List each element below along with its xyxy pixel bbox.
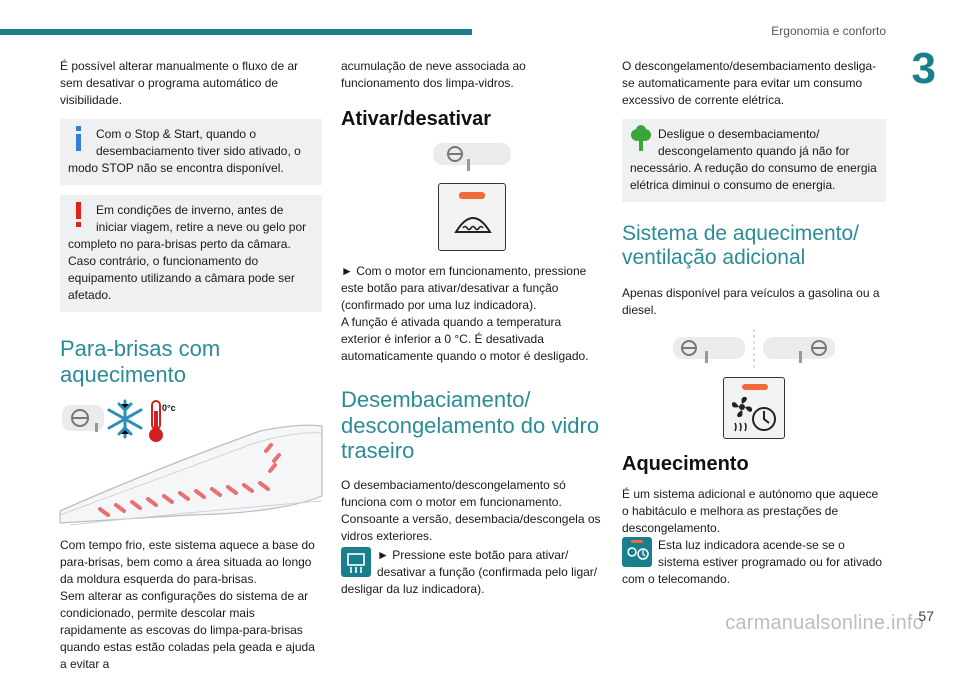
thermometer-icon	[149, 401, 176, 442]
column-3	[622, 58, 886, 588]
rear-defrost-body-2: Consoante a versão, desembacia/descongela os vidros exteriores.	[341, 512, 601, 544]
indicator-led	[459, 192, 485, 199]
availability-paragraph: Apenas disponível para veículos a gasolina ou a diesel.	[622, 285, 880, 317]
watermark: carmanualsonline.info	[725, 612, 924, 634]
column-2	[341, 58, 603, 598]
heated-windscreen-heading: Para-brisas com aquecimento	[60, 336, 221, 387]
heated-windscreen-body-2: Sem alterar as configurações do sistema de ar condicionado, permite descolar mais rapidamente as escovas do limpa-para-brisas quando estas estão coladas pela geada e ajuda a evitar a	[60, 589, 315, 672]
intro-paragraph: É possível alterar manualmente o fluxo de ar sem desativar o programa automático de visibilidade.	[60, 59, 299, 108]
heated-windscreen-body-1: Com tempo frio, este sistema aquece a base do para-brisas, bem como a área situada ao longo da moldura esquerda do para-brisas.	[60, 537, 315, 587]
aux-heating-heading: Sistema de aquecimento/ ventilação adicional	[622, 222, 859, 270]
heated-windscreen-icon	[453, 208, 493, 236]
steering-positions-illustration	[669, 329, 839, 369]
activate-step-2: A função é ativada quando a temperatura exterior é inferior a 0 °C. É desativada automaticamente quando o motor é desligado.	[341, 315, 589, 364]
info-icon	[68, 126, 90, 152]
section-title: Ergonomia e conforto	[771, 24, 886, 38]
page-number: 57	[918, 608, 934, 624]
aux-heating-led	[742, 384, 768, 390]
fan-timer-icon	[730, 395, 780, 435]
eco-note	[622, 119, 886, 202]
warning-note-text-1: Em condições de inverno, antes de iniciar viagem, retire a neve ou gelo por completo no para-brisas perto da câmara.	[68, 203, 307, 252]
column-1	[60, 58, 322, 673]
heating-indicator-badge	[622, 537, 652, 567]
snowflake-icon	[109, 401, 141, 437]
heated-windscreen-button[interactable]	[438, 183, 506, 251]
heating-body-1: É um sistema adicional e autónomo que aquece o habitáculo e melhora as prestações de descongelamento.	[622, 486, 879, 535]
rear-defrost-step	[341, 547, 603, 598]
header-accent-bar	[0, 29, 472, 35]
rear-defrost-step-text: ► Pressione este botão para ativar/ desativar a função (confirmada pelo ligar/ desligar da luz indicadora).	[341, 548, 598, 597]
warning-icon	[68, 202, 90, 228]
warning-note-text-2: Caso contrário, o funcionamento do equipamento utilizando a câmara pode ser afetado.	[68, 254, 295, 303]
aux-heating-button[interactable]	[723, 377, 785, 439]
heating-body-2: Esta luz indicadora acende-se se o sistema estiver programado ou for ativado com o telecomando.	[622, 537, 883, 586]
eco-note-text: Desligue o desembaciamento/ descongelamento quando já não for necessário. A redução do consumo de energia elétrica diminui o consumo de energia.	[630, 127, 877, 193]
rear-defrost-body-1: O desembaciamento/descongelamento só funciona com o motor em funcionamento.	[341, 478, 566, 510]
activate-step-1: ► Com o motor em funcionamento, pressione este botão para ativar/desativar a função (confirmado por uma luz indicadora).	[341, 264, 587, 313]
heated-windscreen-illustration	[60, 401, 322, 531]
continuation-paragraph: acumulação de neve associada ao funcionamento dos limpa-vidros.	[341, 59, 526, 91]
activate-heading: Ativar/desativar	[341, 108, 492, 131]
rear-defrost-heading: Desembaciamento/ descongelamento do vidro traseiro	[341, 387, 600, 463]
warning-note	[60, 195, 322, 312]
rear-defrost-button[interactable]	[341, 547, 371, 577]
info-note	[60, 119, 322, 185]
temperature-label: 0°c	[162, 402, 176, 413]
steering-wheel-position-icon	[427, 143, 517, 173]
info-note-text: Com o Stop & Start, quando o desembaciamento tiver sido ativado, o modo STOP não se encontra disponível.	[68, 127, 301, 176]
eco-tree-icon	[630, 126, 652, 152]
steering-wheel-icon	[62, 405, 104, 432]
heating-indicator-row	[622, 537, 886, 588]
rear-defrost-icon	[341, 547, 371, 577]
auto-off-paragraph: O descongelamento/desembaciamento desliga-se automaticamente para evitar um consumo excessivo de corrente elétrica.	[622, 59, 877, 108]
heating-subheading: Aquecimento	[622, 452, 749, 475]
chapter-number: 3	[911, 44, 936, 93]
